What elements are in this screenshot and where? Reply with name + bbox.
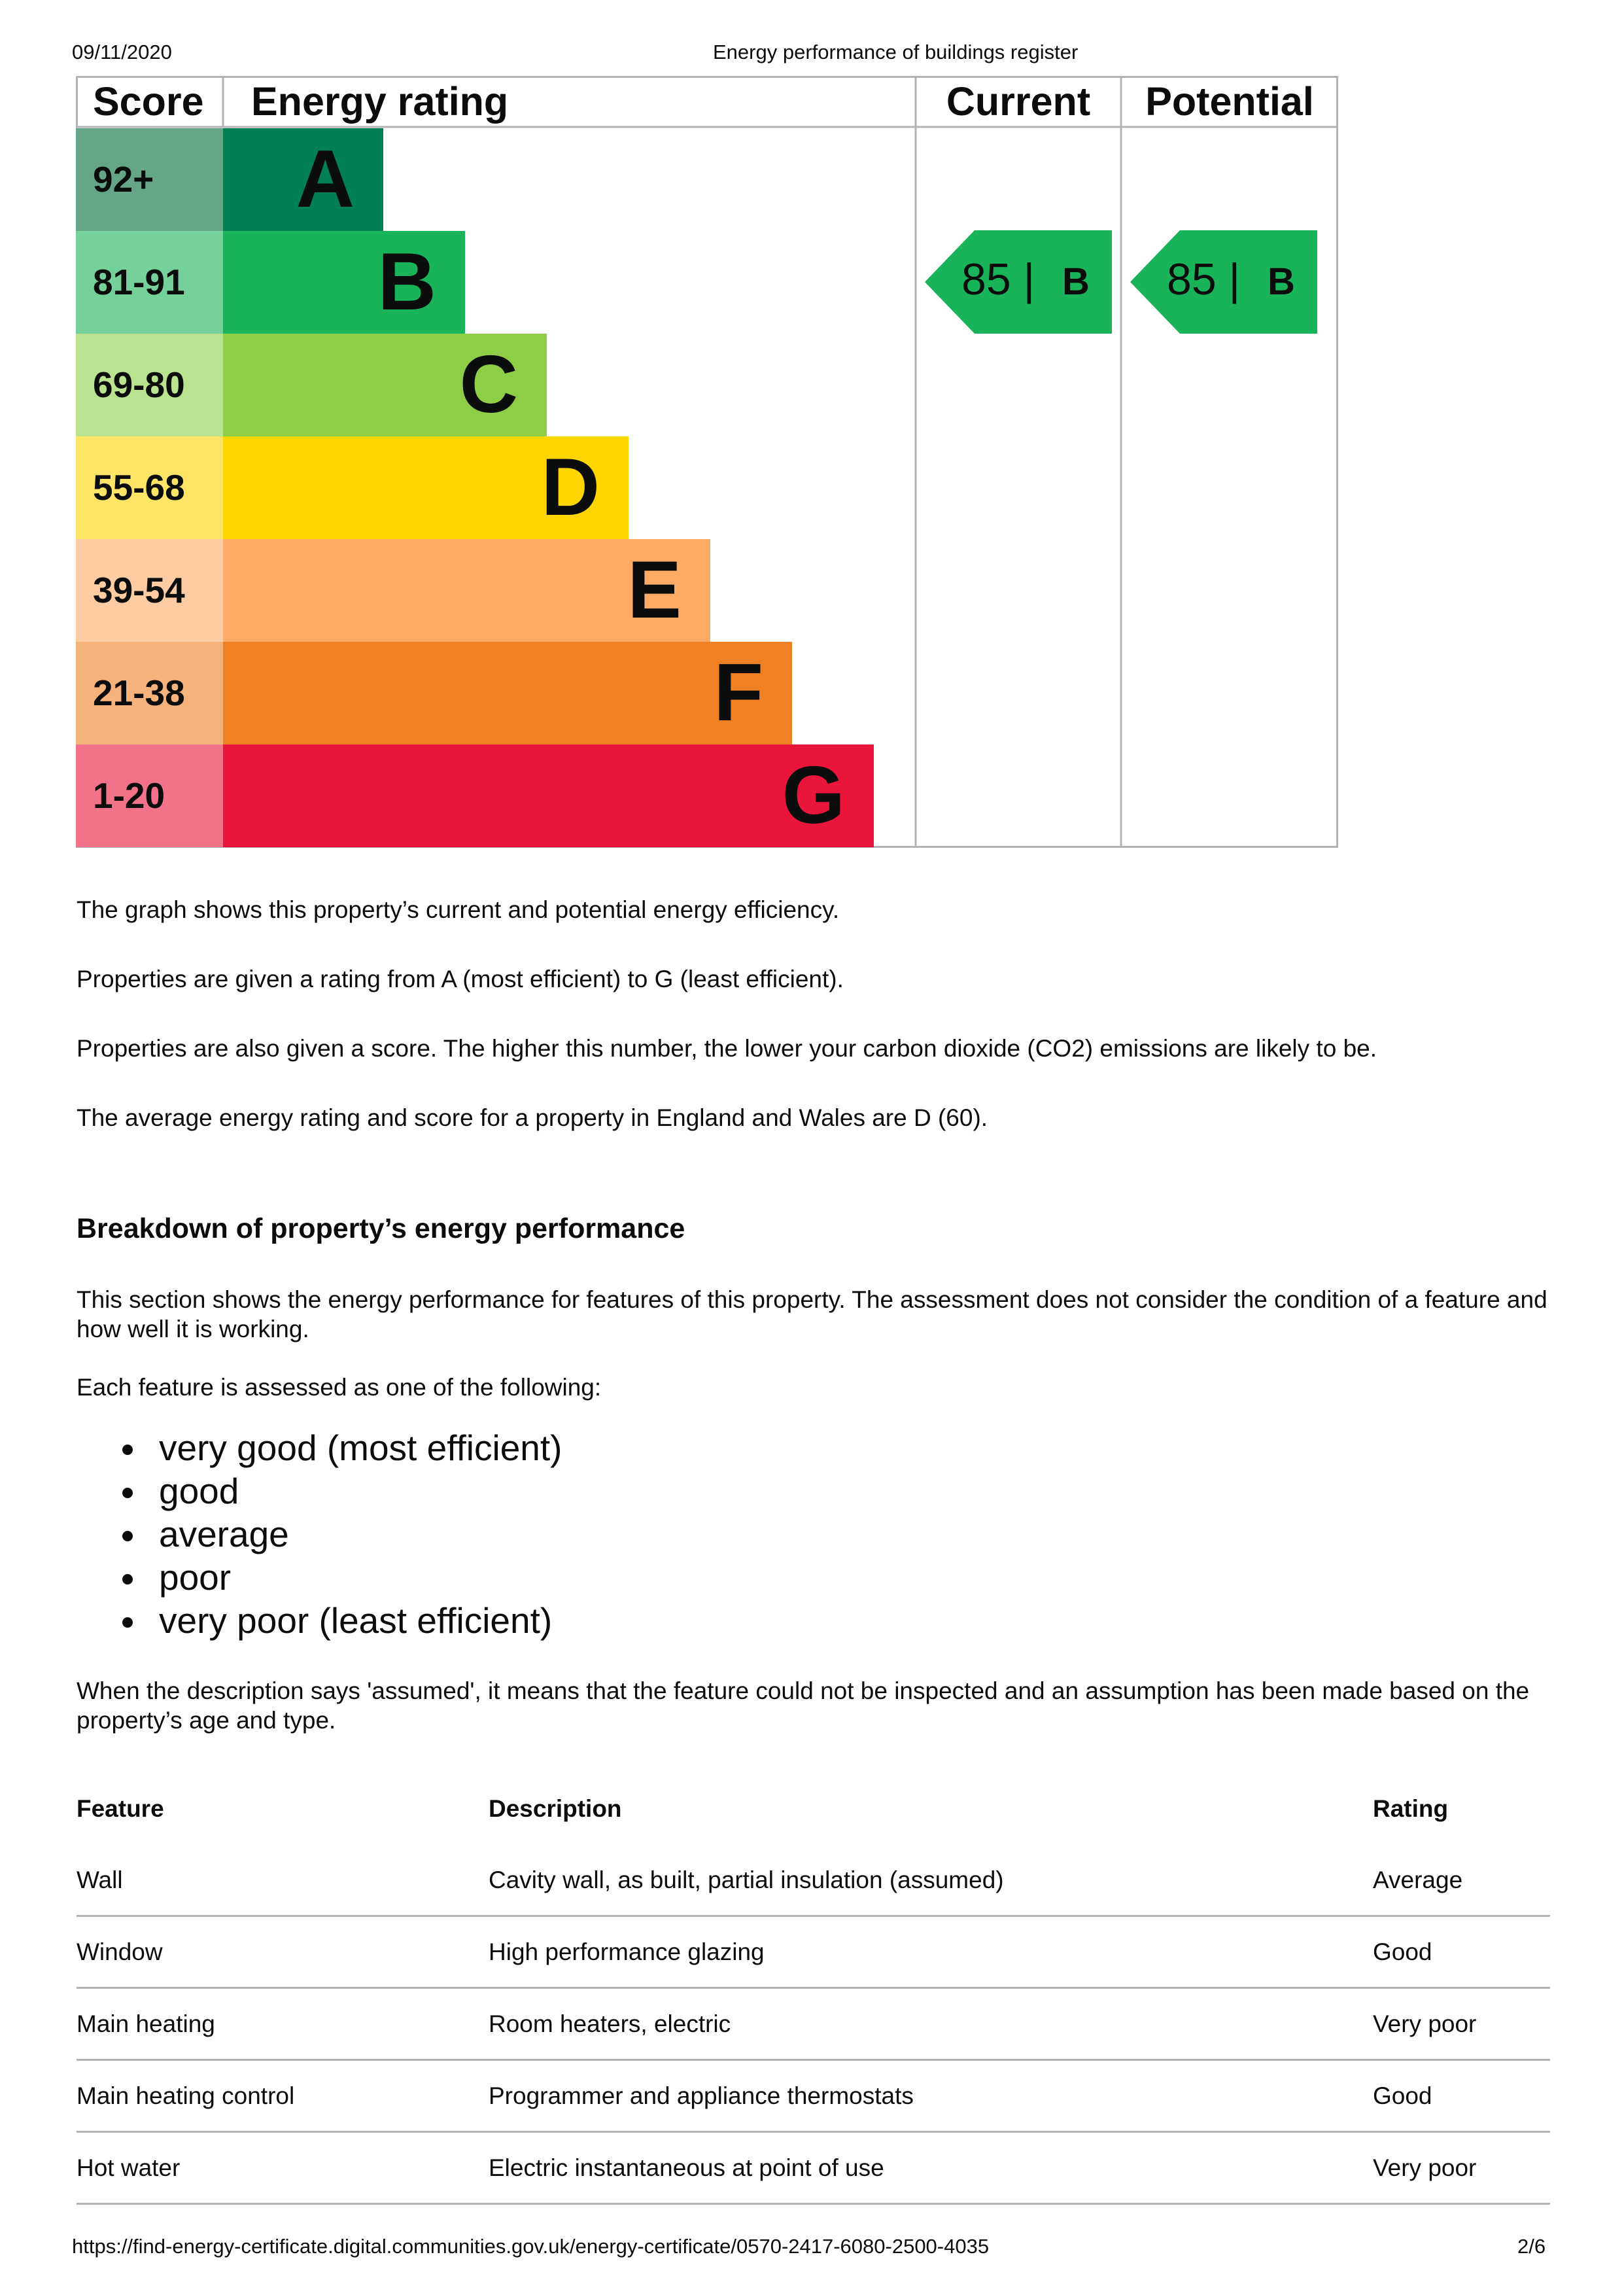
band-bar-f (223, 642, 792, 745)
list-item: good (159, 1469, 562, 1513)
band-letter-b: B (377, 237, 436, 327)
page-number: 2/6 (1517, 2235, 1546, 2258)
band-bar-a (223, 128, 383, 231)
potential-rating-letter: B (1268, 260, 1295, 303)
description-column-header: Description (489, 1795, 622, 1822)
table-row (77, 1917, 1550, 1989)
list-item: average (159, 1513, 562, 1556)
assessment-levels-intro: Each feature is assessed as one of the following: (77, 1374, 602, 1401)
band-score-f: 21-38 (76, 642, 223, 745)
description-cell: High performance glazing (489, 1938, 765, 1965)
feature-cell: Window (77, 1938, 163, 1965)
list-item: very good (most efficient) (159, 1428, 562, 1468)
assessment-levels-list (77, 1426, 562, 1642)
description-cell: Electric instantaneous at point of use (489, 2154, 884, 2181)
score-explanation: Properties are also given a score. The higher this number, the lower your carbon dioxide (CO2) emissions are likely to be. (77, 1035, 1377, 1062)
current-column-header: Current (946, 79, 1091, 124)
potential-rating-arrow (1130, 230, 1317, 334)
feature-cell: Main heating (77, 2010, 215, 2037)
description-cell: Programmer and appliance thermostats (489, 2082, 914, 2109)
energy-rating-column-header: Energy rating (251, 79, 509, 124)
assumed-explanation: When the description says 'assumed', it means that the feature could not be inspected and an assumption has been made based on the property’s age and type. (77, 1677, 1530, 1734)
potential-column-header: Potential (1145, 79, 1314, 124)
band-letter-d: D (541, 442, 600, 533)
feature-table (77, 1773, 1550, 2205)
table-row (77, 1989, 1550, 2061)
band-score-a: 92+ (76, 128, 223, 231)
band-letter-g: G (782, 750, 845, 841)
table-header-row (77, 1773, 1550, 1845)
band-bar-b (223, 231, 465, 334)
description-cell: Room heaters, electric (489, 2010, 731, 2037)
feature-column-header: Feature (77, 1795, 164, 1822)
band-score-g: 1-20 (76, 745, 223, 847)
band-letter-e: E (627, 545, 682, 635)
breakdown-intro: This section shows the energy performance for features of this property. The assessment does not consider the condition of a feature and how well it is working. (77, 1286, 1547, 1342)
band-bar-e (223, 539, 710, 642)
band-letter-f: F (714, 648, 763, 738)
average-rating-text: The average energy rating and score for a property in England and Wales are D (60). (77, 1104, 988, 1131)
band-score-c: 69-80 (76, 334, 223, 436)
description-cell: Cavity wall, as built, partial insulation (assumed) (489, 1866, 1004, 1893)
potential-rating-score: 85 | (1167, 254, 1241, 304)
rating-explanation: Properties are given a rating from A (most efficient) to G (least efficient). (77, 966, 844, 992)
rating-cell: Average (1373, 1866, 1463, 1893)
graph-explanation: The graph shows this property’s current and potential energy efficiency. (77, 896, 840, 923)
list-item: poor (159, 1556, 562, 1599)
print-title: Energy performance of buildings register (713, 41, 1079, 63)
rating-cell: Good (1373, 1938, 1432, 1965)
feature-cell: Wall (77, 1866, 123, 1893)
band-score-d: 55-68 (76, 436, 223, 539)
band-bar-d (223, 436, 629, 539)
energy-rating-chart (76, 76, 1338, 848)
current-rating-letter: B (1062, 260, 1090, 303)
rating-column-header: Rating (1373, 1795, 1449, 1822)
print-date: 09/11/2020 (72, 41, 172, 63)
page-url: https://find-energy-certificate.digital.communities.gov.uk/energy-certificate/0570-2417-6080-2500-4035 (72, 2235, 990, 2258)
band-letter-a: A (296, 134, 354, 224)
rating-cell: Good (1373, 2082, 1432, 2109)
band-bar-c (223, 334, 547, 436)
feature-cell: Hot water (77, 2154, 181, 2181)
score-column-header: Score (93, 79, 204, 124)
breakdown-heading: Breakdown of property’s energy performance (77, 1213, 685, 1244)
list-item: very poor (least efficient) (159, 1599, 562, 1642)
band-letter-c: C (459, 340, 518, 430)
current-rating-score: 85 | (961, 254, 1035, 304)
rating-cell: Very poor (1373, 2154, 1477, 2181)
rating-cell: Very poor (1373, 2010, 1477, 2037)
band-score-b: 81-91 (76, 231, 223, 334)
band-score-e: 39-54 (76, 539, 223, 642)
table-row (77, 2133, 1550, 2205)
table-row (77, 2061, 1550, 2133)
feature-cell: Main heating control (77, 2082, 295, 2109)
table-row (77, 1845, 1550, 1917)
band-bar-g (223, 745, 874, 847)
current-rating-arrow (925, 230, 1112, 334)
